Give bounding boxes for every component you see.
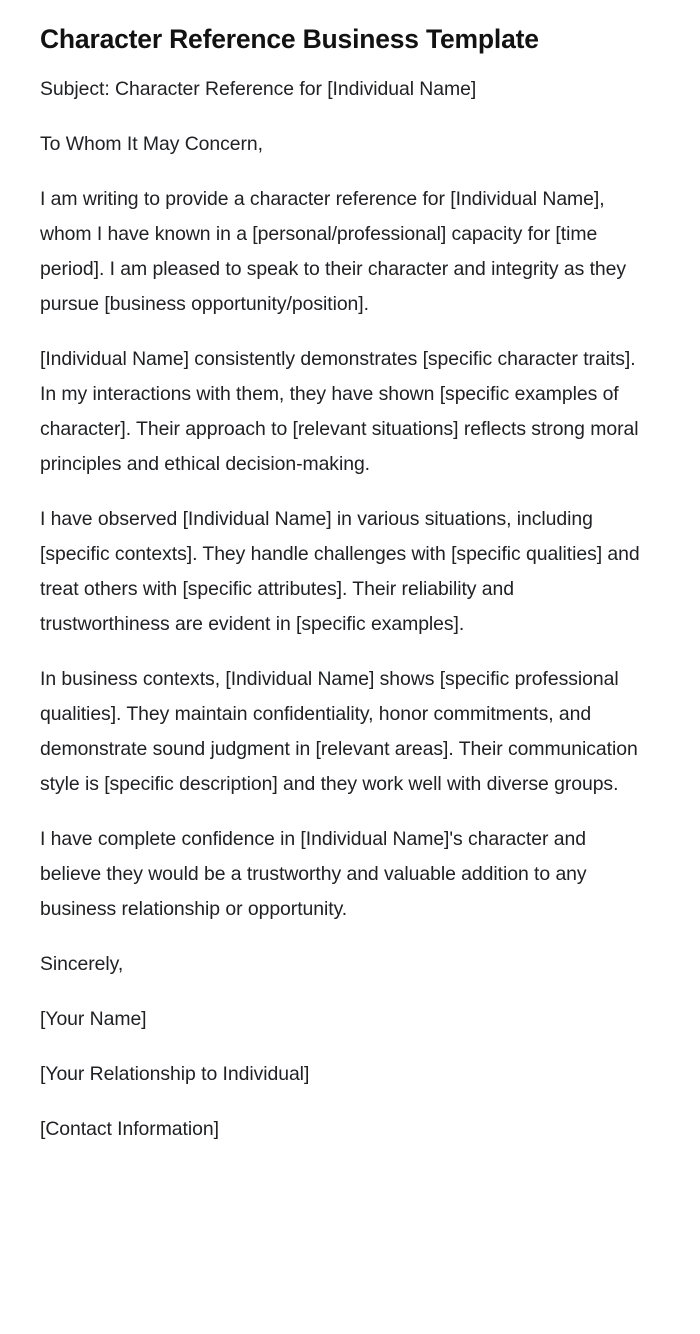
paragraph-observations: I have observed [Individual Name] in various situations, including [specific contexts]. They handle challenges with [specific qualities] and treat others with [specific attributes]. Their reliability and trustworthiness are evident in [specific examples]. xyxy=(40,508,640,635)
page-title: Character Reference Business Template xyxy=(40,24,539,54)
signature-relationship: [Your Relationship to Individual] xyxy=(40,1063,310,1085)
document-body xyxy=(40,72,660,1147)
signature-contact: [Contact Information] xyxy=(40,1118,219,1140)
paragraph-salutation: To Whom It May Concern, xyxy=(40,133,263,155)
paragraph-introduction: I am writing to provide a character reference for [Individual Name], whom I have known in a [personal/professional] capacity for [time period]. I am pleased to speak to their character and integrity as they pursue [business opportunity/position]. xyxy=(40,188,627,315)
paragraph-conclusion: I have complete confidence in [Individual Name]'s character and believe they would be a trustworthy and valuable addition to any business relationship or opportunity. xyxy=(40,828,587,920)
paragraph-character-traits: [Individual Name] consistently demonstrates [specific character traits]. In my interactions with them, they have shown [specific examples of character]. Their approach to [relevant situations] reflects strong moral principles and ethical decision-making. xyxy=(40,348,639,475)
paragraph-subject: Subject: Character Reference for [Individual Name] xyxy=(40,78,477,100)
paragraph-business-context: In business contexts, [Individual Name] shows [specific professional qualities]. They maintain confidentiality, honor commitments, and demonstrate sound judgment in [relevant areas]. Their communication style is [specific description] and they work well with diverse groups. xyxy=(40,668,638,795)
signature-name: [Your Name] xyxy=(40,1008,147,1030)
paragraph-closing: Sincerely, xyxy=(40,953,124,975)
